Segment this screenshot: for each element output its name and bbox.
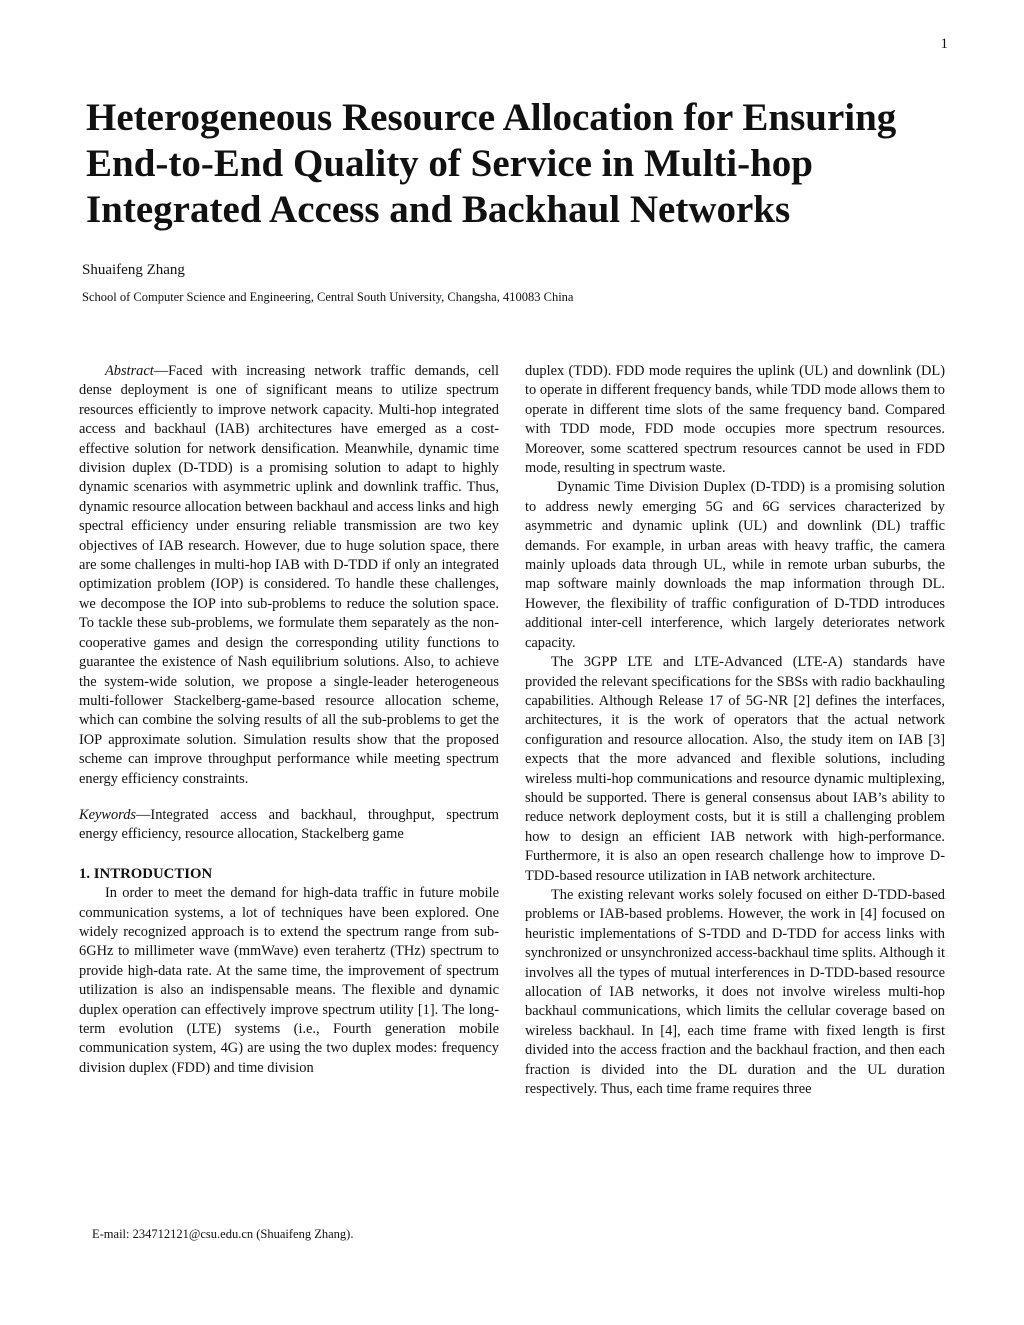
abstract-label: Abstract [105, 363, 154, 379]
keywords-text: —Integrated access and backhaul, throughput, spectrum energy efficiency, resource allocation, Stackelberg game [79, 806, 499, 843]
paper-title: Heterogeneous Resource Allocation for Ensuring End-to-End Quality of Service in Multi-hop Integrated Access and Backhaul Networks [86, 96, 897, 231]
keywords [79, 806, 499, 845]
intro-paragraph-2: Dynamic Time Division Duplex (D-TDD) is a promising solution to address newly emerging 5G and 6G services characterized by asymmetric and dynamic uplink (UL) and downlink (DL) traffic demands. For example, in urban areas with heavy traffic, the camera mainly uploads data through UL, while in remote urban suburbs, the map software mainly downloads the map information through DL. However, the flexibility of traffic configuration of D-TDD introduces additional inter-cell interference, which largely deteriorates network capacity. [525, 479, 945, 651]
abstract-text: —Faced with increasing network traffic demands, cell dense deployment is one of significant means to utilize spectrum resources efficiently to improve network capacity. Multi-hop integrated access and backhaul (IAB) architectures have emerged as a cost-effective solution for network densification. Meanwhile, dynamic time division duplex (D-TDD) is a promising solution to adapt to highly dynamic scenarios with asymmetric uplink and downlink traffic. Thus, dynamic resource allocation between backhaul and access links and high spectral efficiency under ensuring reliable transmission are two key objectives of IAB research. However, due to huge solution space, there are some challenges in multi-hop IAB with D-TDD if only an integrated optimization problem (IOP) is considered. To handle these challenges, we decompose the IOP into sub-problems to reduce the solution space. To tackle these sub-problems, we formulate them separately as the non-cooperative games and design the corresponding utility functions to guarantee the existence of Nash equilibrium solutions. Also, to achieve the system-wide solution, we propose a single-leader heterogeneous multi-follower Stackelberg-game-based resource allocation scheme, which can combine the solving results of all the sub-problems to get the IOP approximate solution. Simulation results show that the proposed scheme can improve throughput performance while meeting spectrum energy efficiency constraints. [79, 363, 499, 787]
left-column [79, 362, 499, 1078]
intro-paragraph-1-continued: duplex (TDD). FDD mode requires the uplink (UL) and downlink (DL) to operate in different frequency bands, while TDD mode allows them to operate in different time slots of the same frequency band. Compared with TDD mode, FDD mode occupies more spectrum resources. Moreover, some scattered spectrum resources cannot be used in FDD mode, resulting in spectrum waste. [525, 363, 945, 477]
author-affiliation: School of Computer Science and Engineering, Central South University, Changsha, 410083 China [82, 290, 574, 304]
author-name: Shuaifeng Zhang [82, 262, 185, 278]
intro-paragraph-3: The 3GPP LTE and LTE-Advanced (LTE-A) standards have provided the relevant specifications for the SBSs with radio backhauling capabilities. Although Release 17 of 5G-NR [2] defines the interfaces, architectures, it is the work of operators that the actual network configuration and resource allocation. Also, the study item on IAB [3] expects that the more advanced and flexible solutions, including wireless multi-hop communications and resource dynamic multiplexing, should be supported. There is general consensus about IAB’s ability to reduce network deployment costs, but it is still a challenging problem how to design an efficient IAB network with high-performance. Furthermore, it is also an open research challenge how to improve D-TDD-based resource utilization in IAB network architecture. [525, 654, 945, 884]
keywords-label: Keywords [79, 806, 137, 823]
intro-paragraph-4: The existing relevant works solely focused on either D-TDD-based problems or IAB-based problems. However, the work in [4] focused on heuristic implementations of S-TDD and D-TDD for access links with synchronized or unsynchronized access-backhaul time splits. Although it involves all the types of mutual interferences in D-TDD-based resource allocation of IAB networks, it does not involve wireless multi-hop backhaul communications, which limits the cellular coverage based on wireless backhaul. In [4], each time frame with fixed length is first divided into the access fraction and the backhaul fraction, and then each fraction is divided into the DL duration and the UL duration respectively. Thus, each time frame requires three [525, 886, 945, 1098]
footnote-email: E-mail: 234712121@csu.edu.cn (Shuaifeng Zhang). [92, 1227, 354, 1241]
right-column [525, 362, 945, 1099]
abstract [79, 362, 499, 789]
page-number: 1 [940, 36, 948, 52]
section-heading-introduction: 1. INTRODUCTION [79, 865, 213, 882]
intro-paragraph-1: In order to meet the demand for high-data traffic in future mobile communication systems, a lot of techniques have been explored. One widely recognized approach is to extend the spectrum range from sub-6GHz to millimeter wave (mmWave) even terahertz (THz) spectrum to provide high-data rate. At the same time, the improvement of spectrum utilization is also an indispensable means. The flexible and dynamic duplex operation can effectively improve spectrum utility [1]. The long-term evolution (LTE) systems (i.e., Fourth generation mobile communication system, 4G) are using the two duplex modes: frequency division duplex (FDD) and time division [79, 885, 499, 1076]
